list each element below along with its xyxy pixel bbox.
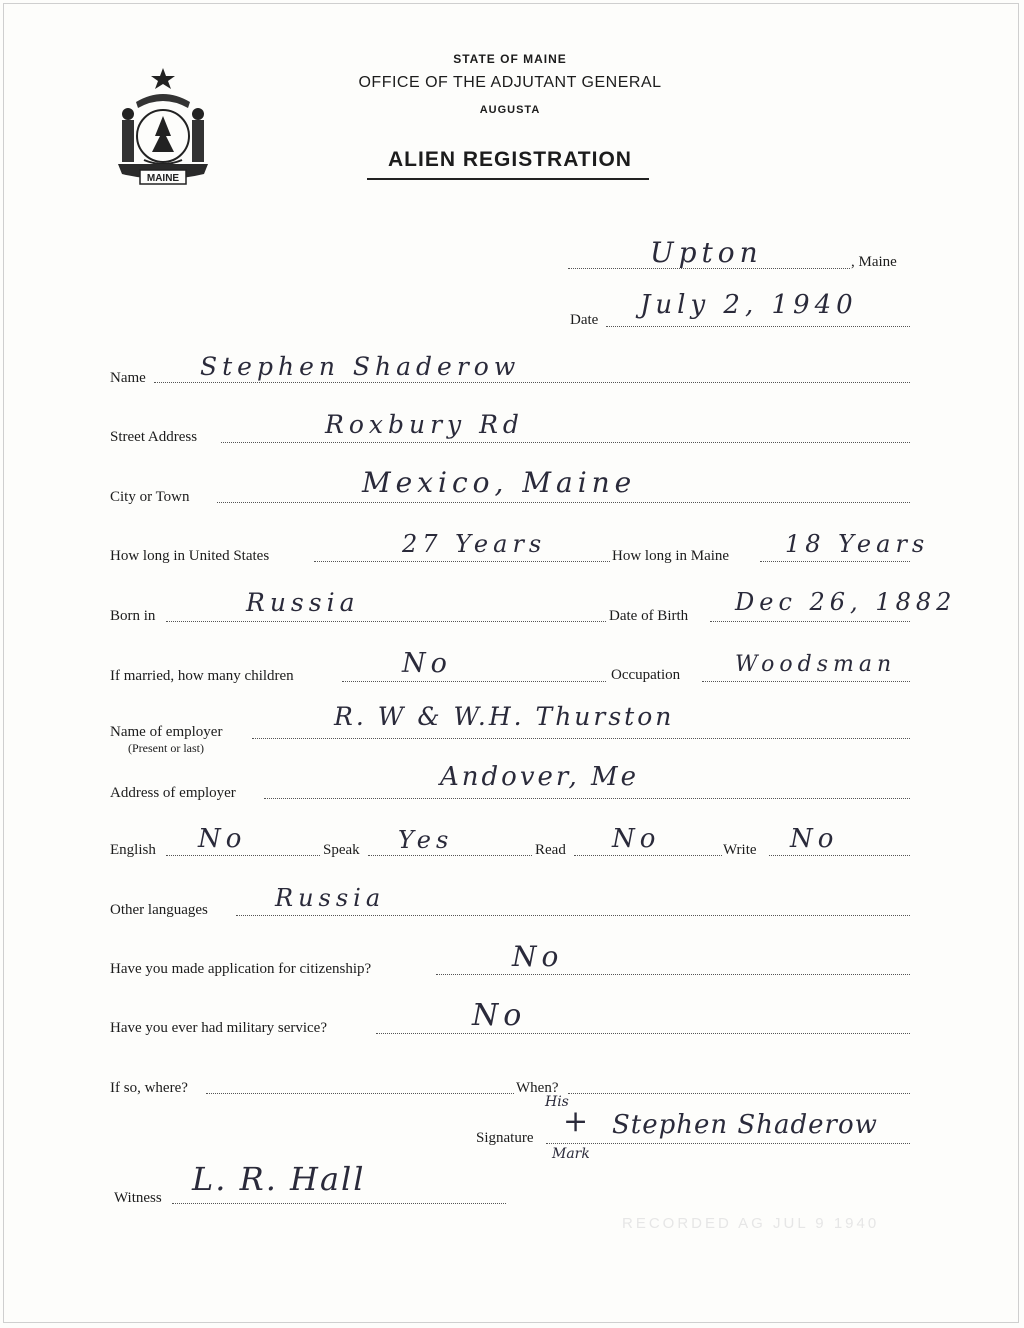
when-line	[568, 1093, 910, 1094]
signature-line	[546, 1143, 910, 1144]
how-long-maine-label: How long in Maine	[612, 548, 730, 564]
how-long-us-value: 27 Years	[402, 530, 547, 558]
how-long-maine-value: 18 Years	[785, 530, 930, 558]
how-long-us-label: How long in United States	[110, 548, 270, 564]
write-label: Write	[723, 842, 757, 858]
born-in-value: Russia	[246, 588, 360, 617]
header-city: AUGUSTA	[479, 104, 541, 116]
signature-value: Stephen Shaderow	[612, 1110, 878, 1140]
maine-seal	[108, 64, 218, 192]
street-value: Roxbury Rd	[325, 410, 524, 439]
english-line	[166, 855, 320, 856]
citizenship-label: Have you made application for citizenship?	[110, 961, 372, 977]
employer-address-value: Andover, Me	[440, 762, 640, 792]
received-stamp: RECORDED AG JUL 9 1940	[622, 1215, 880, 1232]
children-value: No	[402, 648, 452, 679]
witness-line	[172, 1203, 506, 1204]
citizenship-value: No	[512, 940, 564, 973]
date-line	[606, 326, 910, 327]
military-value: No	[472, 998, 527, 1033]
english-label: English	[110, 842, 156, 858]
write-line	[769, 855, 910, 856]
city-line	[217, 502, 910, 503]
military-label: Have you ever had military service?	[110, 1020, 327, 1036]
header-state: STATE OF MAINE	[453, 52, 567, 66]
name-label: Name	[110, 370, 146, 386]
employer-value: R. W & W.H. Thurston	[334, 702, 675, 731]
read-value: No	[612, 824, 661, 854]
where-label: If so, where?	[110, 1080, 188, 1096]
signature-label: Signature	[476, 1130, 534, 1146]
employer-address-line	[264, 798, 910, 799]
town-value: Upton	[650, 236, 763, 269]
employer-line	[252, 738, 910, 739]
header-office: OFFICE OF THE ADJUTANT GENERAL	[358, 74, 662, 91]
name-value: Stephen Shaderow	[200, 352, 521, 381]
witness-label: Witness	[114, 1190, 162, 1206]
occupation-line	[702, 681, 910, 682]
date-value: July 2, 1940	[640, 290, 858, 320]
mark-cross: +	[563, 1104, 594, 1139]
form-title: ALIEN REGISTRATION	[388, 148, 632, 171]
employer-label: Name of employer	[110, 724, 223, 740]
children-line	[342, 681, 606, 682]
svg-text:MAINE: MAINE	[146, 173, 180, 184]
read-line	[574, 855, 722, 856]
where-line	[206, 1093, 514, 1094]
mark-his: His	[545, 1094, 569, 1110]
how-long-us-line	[314, 561, 610, 562]
born-in-label: Born in	[110, 608, 156, 624]
occupation-value: Woodsman	[735, 652, 897, 677]
how-long-maine-line	[760, 561, 910, 562]
maine-label: , Maine	[851, 254, 897, 270]
speak-value: Yes	[398, 826, 454, 854]
mark-word: Mark	[552, 1146, 590, 1162]
born-in-line	[166, 621, 606, 622]
other-languages-line	[236, 915, 910, 916]
speak-label: Speak	[323, 842, 360, 858]
witness-value: L. R. Hall	[192, 1160, 366, 1198]
other-languages-label: Other languages	[110, 902, 208, 918]
citizenship-line	[436, 974, 910, 975]
date-label: Date	[570, 312, 599, 328]
title-underline	[367, 178, 649, 180]
dob-line	[710, 621, 910, 622]
children-label: If married, how many children	[110, 668, 294, 684]
occupation-label: Occupation	[611, 667, 681, 683]
when-label: When?	[516, 1080, 559, 1096]
city-label: City or Town	[110, 489, 190, 505]
english-value: No	[198, 824, 247, 854]
dob-label: Date of Birth	[609, 608, 689, 624]
speak-line	[368, 855, 532, 856]
other-languages-value: Russia	[275, 884, 386, 912]
street-line	[221, 442, 910, 443]
employer-address-label: Address of employer	[110, 785, 236, 801]
employer-note: (Present or last)	[128, 741, 204, 755]
street-label: Street Address	[110, 429, 198, 445]
dob-value: Dec 26, 1882	[735, 588, 957, 616]
military-line	[376, 1033, 910, 1034]
name-line	[154, 382, 910, 383]
read-label: Read	[535, 842, 566, 858]
write-value: No	[790, 824, 839, 854]
city-value: Mexico, Maine	[362, 466, 637, 499]
